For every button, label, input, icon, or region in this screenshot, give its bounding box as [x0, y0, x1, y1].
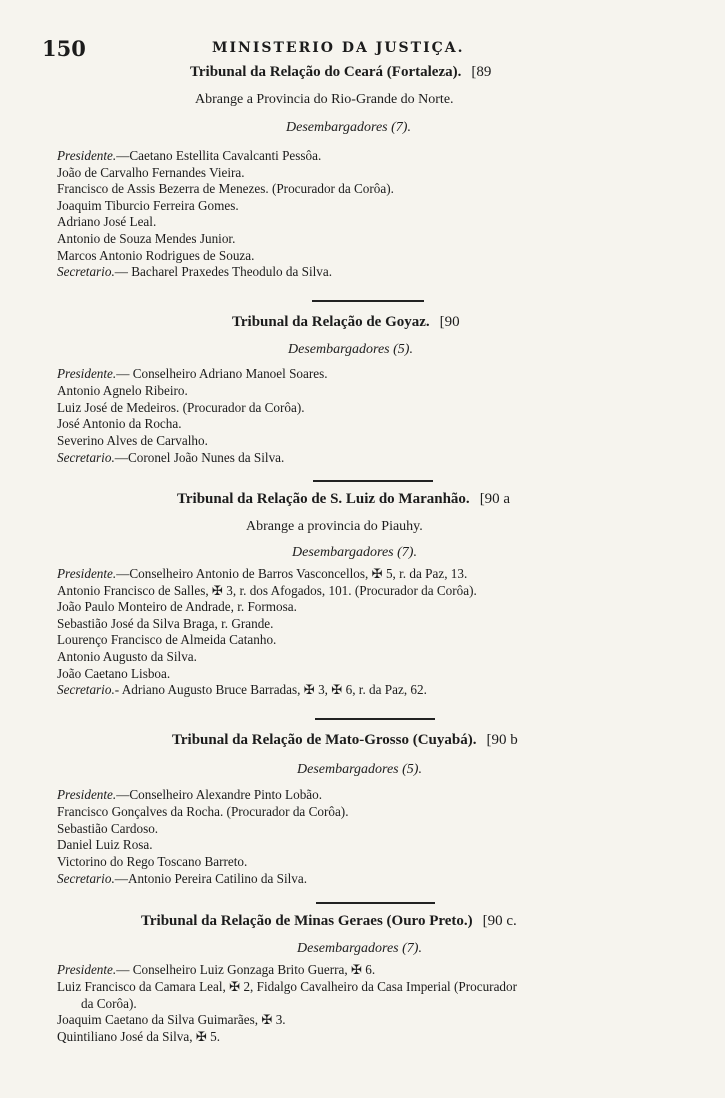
list-item	[57, 1029, 220, 1045]
list-item	[57, 854, 247, 870]
entry-text: —Coronel João Nunes da Silva.	[114, 450, 285, 465]
desembargadores-heading: Desembargadores (7).	[297, 941, 422, 956]
list-item	[57, 416, 182, 432]
entry-text: João Caetano Lisboa.	[57, 665, 171, 681]
entry-text: Joaquim Caetano da Silva Guimarães, ✠ 3.	[57, 1012, 286, 1028]
section-code: [90 c.	[482, 913, 517, 929]
role-label: Secretario.	[57, 450, 115, 465]
section-divider	[312, 300, 424, 302]
list-item	[57, 583, 477, 599]
role-label: Presidente.	[57, 566, 117, 581]
list-item	[57, 433, 208, 449]
list-item	[57, 837, 153, 853]
section-code: [89	[471, 64, 492, 80]
list-item	[57, 400, 305, 416]
section-title	[172, 732, 518, 749]
role-label: Presidente.	[57, 962, 117, 977]
section-code: [90 b	[486, 732, 518, 748]
entry-text: José Antonio da Rocha.	[57, 416, 182, 432]
list-item	[57, 632, 276, 648]
entry-text: Daniel Luiz Rosa.	[57, 837, 153, 853]
role-label: Presidente.	[57, 366, 117, 381]
list-item	[57, 450, 284, 466]
list-item	[57, 366, 328, 382]
entry-text: Severino Alves de Carvalho.	[57, 433, 208, 449]
list-item	[57, 165, 245, 181]
entry-text: Lourenço Francisco de Almeida Catanho.	[57, 632, 277, 648]
list-item	[57, 821, 158, 837]
list-item	[57, 148, 321, 164]
list-item	[57, 804, 349, 820]
list-item	[57, 198, 239, 214]
entry-text: —Caetano Estellita Cavalcanti Pessôa.	[116, 148, 322, 163]
list-item	[57, 1012, 286, 1028]
list-item	[57, 666, 170, 682]
section-divider	[313, 480, 433, 482]
section-divider	[316, 902, 435, 904]
entry-text: - Adriano Augusto Bruce Barradas, ✠ 3, ✠ 6, r. da Paz, 62.	[114, 682, 427, 698]
list-item	[57, 231, 235, 247]
entry-text: Antonio Francisco de Salles, ✠ 3, r. dos Afogados, 101. (Procurador da Corôa).	[57, 582, 477, 598]
entry-text: Francisco de Assis Bezerra de Menezes. (Procurador da Corôa).	[57, 181, 394, 197]
entry-text: —Conselheiro Alexandre Pinto Lobão.	[116, 787, 323, 802]
list-item	[57, 649, 197, 665]
list-item	[57, 264, 332, 280]
section-subtitle: Abrange a provincia do Piauhy.	[246, 519, 423, 534]
list-item	[57, 599, 297, 615]
entry-text: Joaquim Tiburcio Ferreira Gomes.	[57, 197, 239, 213]
entry-text: da Corôa).	[81, 995, 137, 1011]
entry-text: Luiz José de Medeiros. (Procurador da Corôa).	[57, 399, 305, 415]
entry-text: Adriano José Leal.	[57, 214, 157, 230]
entry-text: Sebastião Cardoso.	[57, 820, 159, 836]
section-title-text: Tribunal da Relação de S. Luiz do Maranhão.	[177, 491, 470, 507]
list-item	[57, 787, 322, 803]
entry-text: Francisco Gonçalves da Rocha. (Procurador da Corôa).	[57, 803, 349, 819]
list-item	[57, 383, 188, 399]
list-item	[57, 962, 375, 978]
running-title: MINISTERIO DA JUSTIÇA.	[212, 40, 465, 56]
entry-text: Marcos Antonio Rodrigues de Souza.	[57, 247, 255, 263]
desembargadores-heading: Desembargadores (7).	[286, 120, 411, 135]
section-title	[190, 64, 491, 81]
page-number: 150	[42, 36, 86, 61]
section-title-text: Tribunal da Relação de Goyaz.	[232, 314, 430, 330]
role-label: Secretario.	[57, 871, 115, 886]
desembargadores-heading: Desembargadores (5).	[297, 762, 422, 777]
entry-text: — Conselheiro Adriano Manoel Soares.	[116, 366, 328, 381]
entry-text: Antonio Agnelo Ribeiro.	[57, 382, 188, 398]
entry-text: Victorino do Rego Toscano Barreto.	[57, 854, 248, 870]
section-title	[232, 314, 460, 331]
entry-text: Sebastião José da Silva Braga, r. Grande.	[57, 615, 274, 631]
list-item	[57, 248, 254, 264]
section-title	[141, 913, 517, 930]
section-title-text: Tribunal da Relação do Ceará (Fortaleza).	[190, 64, 462, 80]
role-label: Secretario.	[57, 264, 115, 280]
section-title-text: Tribunal da Relação de Minas Geraes (Ouro Preto.)	[141, 913, 473, 929]
entry-text: —Antonio Pereira Catilino da Silva.	[114, 871, 308, 886]
section-title-text: Tribunal da Relação de Mato-Grosso (Cuyabá).	[172, 732, 477, 748]
list-item	[57, 871, 307, 887]
desembargadores-heading: Desembargadores (5).	[288, 342, 413, 357]
list-item	[57, 616, 273, 632]
entry-text: Quintiliano José da Silva, ✠ 5.	[57, 1029, 221, 1045]
desembargadores-heading: Desembargadores (7).	[292, 545, 417, 560]
role-label: Presidente.	[57, 148, 117, 163]
list-item	[57, 979, 517, 995]
section-divider	[315, 718, 435, 720]
entry-text: —Conselheiro Antonio de Barros Vasconcellos, ✠ 5, r. da Paz, 13.	[116, 566, 468, 581]
section-code: [90 a	[479, 491, 511, 507]
section-subtitle: Abrange a Provincia do Rio-Grande do Norte.	[195, 92, 454, 107]
role-label: Secretario.	[57, 682, 115, 698]
role-label: Presidente.	[57, 787, 117, 802]
list-item	[57, 682, 427, 698]
list-item	[81, 996, 137, 1012]
entry-text: — Bacharel Praxedes Theodulo da Silva.	[114, 264, 333, 280]
entry-text: João Paulo Monteiro de Andrade, r. Formosa.	[57, 599, 297, 615]
list-item	[57, 181, 394, 197]
section-code: [90	[439, 314, 460, 330]
entry-text: Antonio de Souza Mendes Junior.	[57, 231, 236, 246]
entry-text: Luiz Francisco da Camara Leal, ✠ 2, Fidalgo Cavalheiro da Casa Imperial (Procurador	[57, 978, 517, 994]
entry-text: — Conselheiro Luiz Gonzaga Brito Guerra, ✠ 6.	[116, 962, 376, 977]
entry-text: João de Carvalho Fernandes Vieira.	[57, 164, 245, 180]
list-item	[57, 566, 467, 582]
entry-text: Antonio Augusto da Silva.	[57, 649, 197, 664]
list-item	[57, 214, 156, 230]
section-title	[177, 491, 510, 508]
